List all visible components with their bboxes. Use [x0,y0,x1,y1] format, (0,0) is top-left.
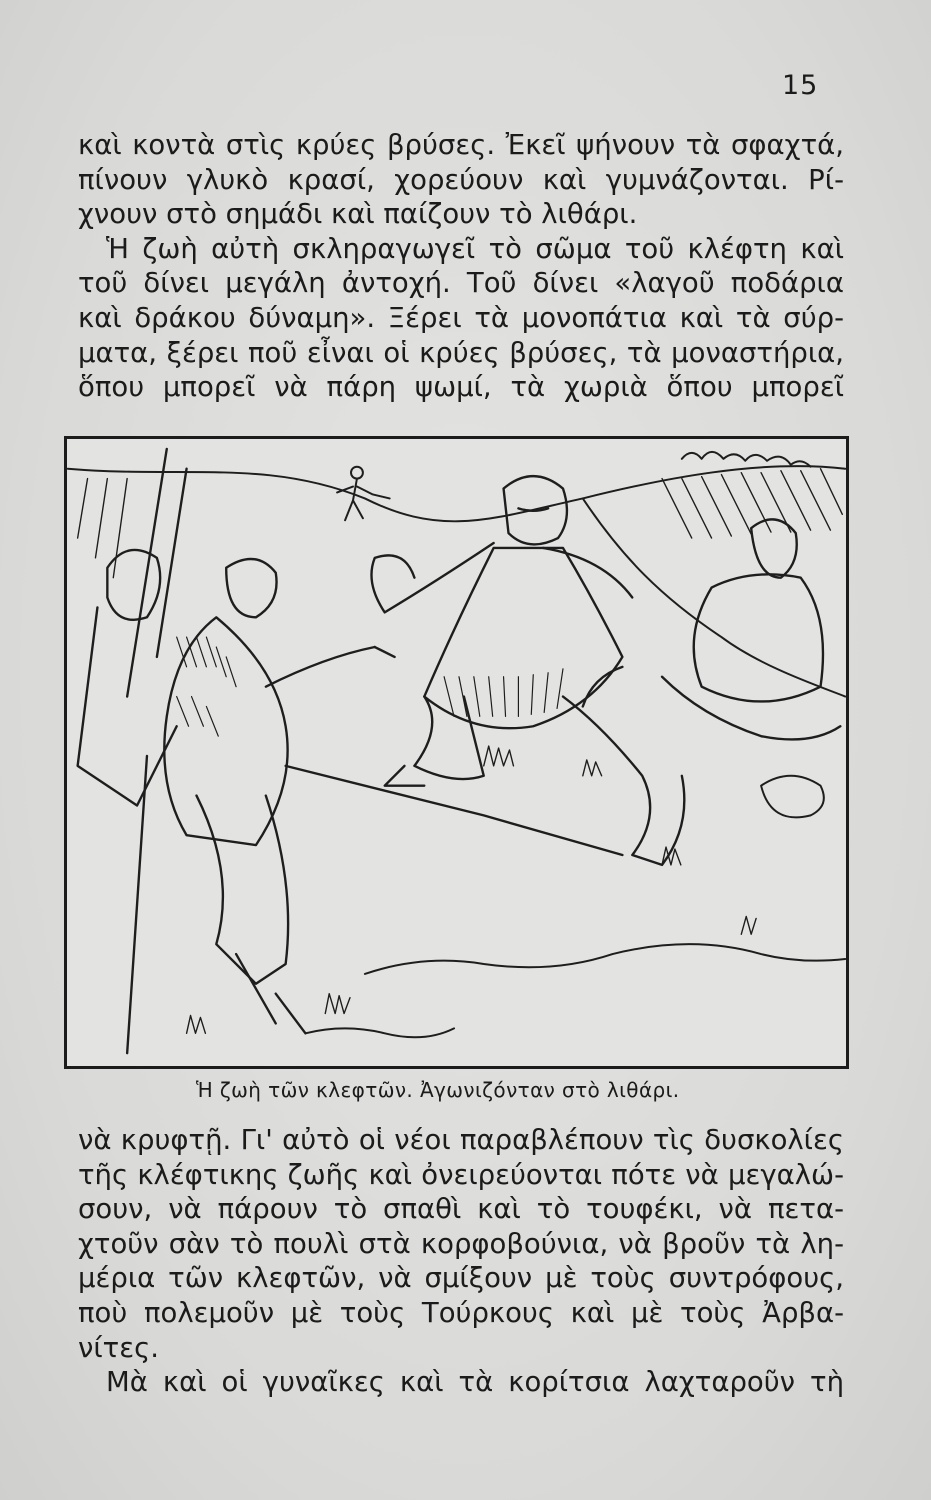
text-line: ποὺ πολεμοῦν μὲ τοὺς Τούρκους καὶ μὲ τοὺς Ἀρβα- [78,1296,844,1329]
text-line: καὶ κοντὰ στὶς κρύες βρύσες. Ἐκεῖ ψήνουν τὰ σφαχτά, [78,129,844,161]
top-paragraph-block [78,128,844,405]
text-line: πίνουν γλυκὸ κρασί, χορεύουν καὶ γυμνάζονται. Ρί- [78,163,844,196]
text-line: χνουν στὸ σημάδι καὶ παίζουν τὸ λιθάρι. [78,198,638,231]
text-line: καὶ δράκου δύναμη». Ξέρει τὰ μονοπάτια καὶ τὰ σύρ- [78,301,844,334]
text-line: Ἡ ζωὴ αὐτὴ σκληραγωγεῖ τὸ σῶμα τοῦ κλέφτη καὶ [106,232,844,265]
text-line: χτοῦν σὰν τὸ πουλὶ στὰ κορφοβούνια, νὰ βροῦν τὰ λη- [78,1227,844,1260]
text-line: νίτες. [78,1331,159,1364]
illustration-drawing [67,439,846,1066]
text-line: σουν, νὰ πάρουν τὸ σπαθὶ καὶ τὸ τουφέκι, νὰ πετα- [78,1193,844,1226]
text-line: μέρια τῶν κλεφτῶν, νὰ σμίξουν μὲ τοὺς συντρόφους, [78,1262,844,1295]
text-line: τῆς κλέφτικης ζωῆς καὶ ὀνειρεύονται πότε νὰ μεγαλώ- [78,1158,844,1191]
text-line: ὅπου μπορεῖ νὰ πάρη ψωμί, τὰ χωριὰ ὅπου μπορεῖ [78,371,844,404]
illustration-caption: Ἡ ζωὴ τῶν κλεφτῶν. Ἀγωνιζόνταν στὸ λιθάρι. [196,1078,680,1102]
klephts-illustration [64,436,849,1069]
bottom-paragraph-block [78,1123,844,1400]
text-line: ματα, ξέρει ποῦ εἶναι οἱ κρύες βρύσες, τὰ μοναστήρια, [78,336,844,369]
text-line: νὰ κρυφτῇ. Γι' αὐτὸ οἱ νέοι παραβλέπουν τὶς δυσκολίες [78,1124,844,1156]
text-line: τοῦ δίνει μεγάλη ἀντοχή. Τοῦ δίνει «λαγοῦ ποδάρια [78,267,844,300]
page-number: 15 [782,70,819,101]
text-line: Μὰ καὶ οἱ γυναῖκες καὶ τὰ κορίτσια λαχταροῦν τὴ [106,1366,844,1399]
